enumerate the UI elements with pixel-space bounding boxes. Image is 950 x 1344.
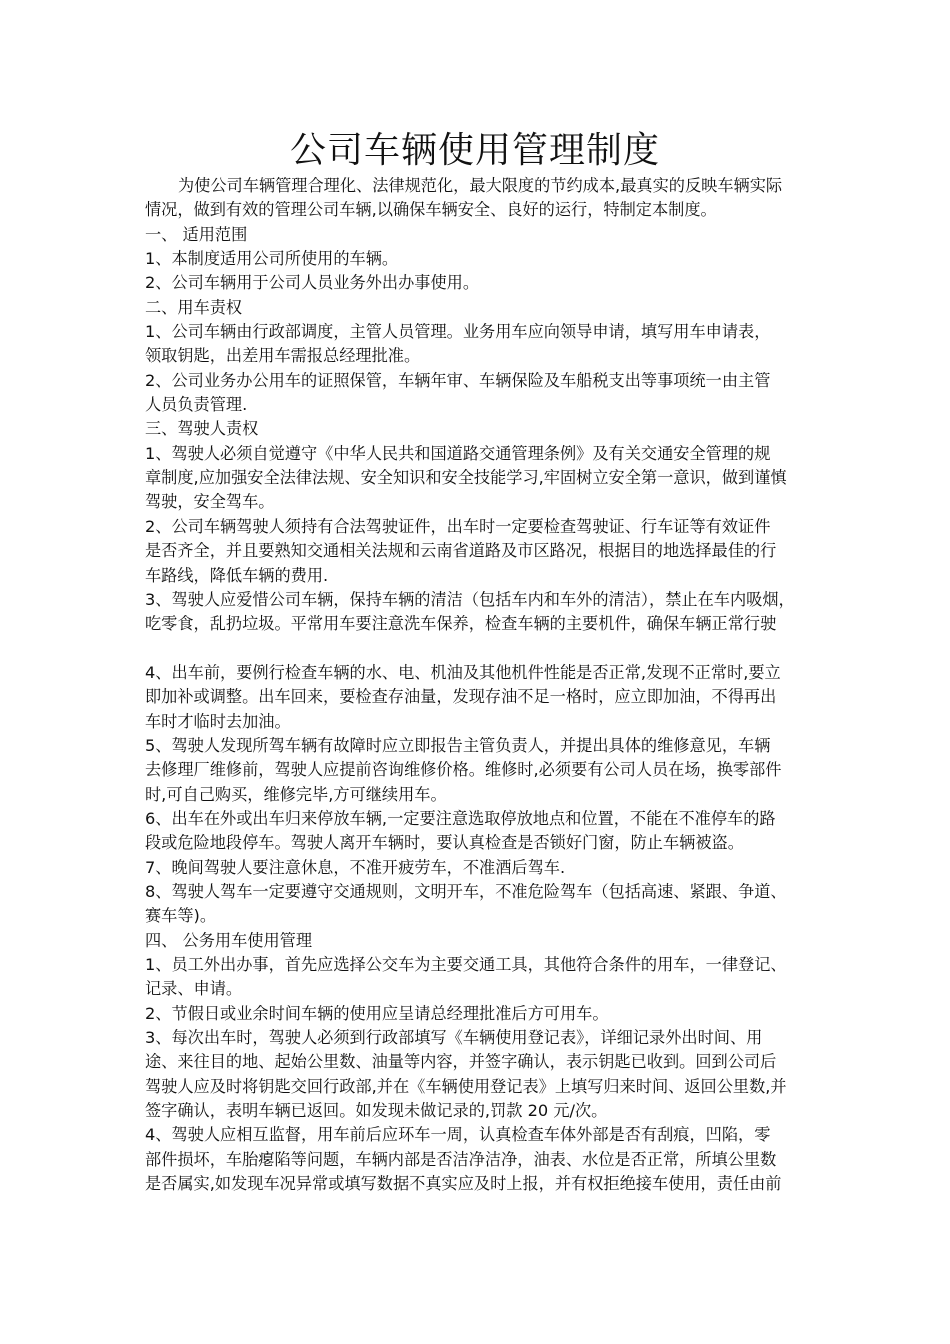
blank-line [145,637,815,661]
paragraph-line: 是否齐全，并且要熟知交通相关法规和云南省道路及市区路况，根据目的地选择最佳的行 [145,541,777,561]
paragraph-line: 签字确认，表明车辆已返回。如发现未做记录的,罚款 20 元/次。 [145,1101,608,1121]
paragraph-line: 2、公司车辆用于公司人员业务外出办事使用。 [145,273,480,293]
paragraph-line: 记录、申请。 [145,979,243,999]
paragraph-line: 2、公司业务办公用车的证照保管，车辆年审、车辆保险及车船税支出等事项统一由主管 [145,370,771,390]
document-body [145,174,815,1196]
paragraph-line: 时,可自己购买，维修完毕,方可继续用车。 [145,784,447,804]
paragraph-line: 驾驶，安全驾车。 [145,492,275,512]
paragraph-line: 2、公司车辆驾驶人须持有合法驾驶证件，出车时一定要检查驾驶证、行车证等有效证件 [145,516,771,536]
paragraph-line: 段或危险地段停车。驾驶人离开车辆时，要认真检查是否锁好门窗，防止车辆被盗。 [145,833,744,853]
paragraph-line: 人员负责管理. [145,395,248,415]
paragraph-line: 部件损坏，车胎瘪陷等问题，车辆内部是否洁净洁净，油表、水位是否正常，所填公里数 [145,1149,777,1169]
paragraph-line: 情况，做到有效的管理公司车辆,以确保车辆安全、良好的运行，特制定本制度。 [145,200,717,220]
section-heading: 三、驾驶人责权 [145,419,259,439]
paragraph-line: 车时才临时去加油。 [145,711,291,731]
section-heading: 二、用车责权 [145,297,243,317]
paragraph-line: 8、驾驶人驾车一定要遵守交通规则，文明开车，不准危险驾车（包括高速、紧跟、争道、 [145,881,787,901]
paragraph-line: 1、驾驶人必须自觉遵守《中华人民共和国道路交通管理条例》及有关交通安全管理的规 [145,443,771,463]
paragraph-line: 是否属实,如发现车况异常或填写数据不真实应及时上报，并有权拒绝接车使用，责任由前 [145,1174,782,1194]
paragraph-line: 1、本制度适用公司所使用的车辆。 [145,249,399,269]
paragraph-line: 7、晚间驾驶人要注意休息，不准开疲劳车，不准酒后驾车. [145,857,566,877]
paragraph-line: 为使公司车辆管理合理化、法律规范化，最大限度的节约成本,最真实的反映车辆实际 [178,176,783,195]
paragraph-line: 领取钥匙，出差用车需报总经理批准。 [145,346,421,366]
paragraph-line: 章制度,应加强安全法律法规、安全知识和安全技能学习,牢固树立安全第一意识，做到谨慎 [145,468,787,488]
paragraph-line: 驾驶人应及时将钥匙交回行政部,并在《车辆使用登记表》上填写归来时间、返回公里数,并 [145,1076,787,1096]
section-heading: 一、 适用范围 [145,224,248,244]
paragraph-line: 去修理厂维修前，驾驶人应提前咨询维修价格。维修时,必须要有公司人员在场，换零部件 [145,760,782,780]
paragraph-line: 1、公司车辆由行政部调度，主管人员管理。业务用车应向领导申请，填写用车申请表， [145,322,771,342]
paragraph-line: 车路线，降低车辆的费用. [145,565,329,585]
paragraph-line: 6、出车在外或出车归来停放车辆,一定要注意选取停放地点和位置，不能在不准停车的路 [145,808,776,828]
paragraph-line: 2、节假日或业余时间车辆的使用应呈请总经理批准后方可用车。 [145,1003,609,1023]
document-title: 公司车辆使用管理制度 [289,130,660,171]
paragraph-line: 赛车等)。 [145,906,217,926]
paragraph-line: 途、来往目的地、起始公里数、油量等内容，并签字确认，表示钥匙已收到。回到公司后 [145,1052,777,1072]
paragraph-line: 即加补或调整。出车回来，要检查存油量，发现存油不足一格时，应立即加油，不得再出 [145,687,777,707]
paragraph-line: 4、出车前，要例行检查车辆的水、电、机油及其他机件性能是否正常,发现不正常时,要立 [145,662,781,682]
paragraph-line: 1、员工外出办事，首先应选择公交车为主要交通工具，其他符合条件的用车，一律登记、 [145,955,787,974]
section-heading: 四、 公务用车使用管理 [145,930,313,950]
paragraph-line: 3、每次出车时，驾驶人必须到行政部填写《车辆使用登记表》，详细记录外出时间、用 [145,1028,763,1048]
paragraph-line: 4、驾驶人应相互监督，用车前后应环车一周，认真检查车体外部是否有刮痕，凹陷，零 [145,1125,771,1145]
paragraph-line: 3、驾驶人应爱惜公司车辆，保持车辆的清洁（包括车内和车外的清洁），禁止在车内吸烟， [145,589,795,609]
paragraph-line: 吃零食，乱扔垃圾。平常用车要注意洗车保养，检查车辆的主要机件，确保车辆正常行驶 [145,614,777,634]
paragraph-line: 5、驾驶人发现所驾车辆有故障时应立即报告主管负责人，并提出具体的维修意见，车辆 [145,735,771,755]
